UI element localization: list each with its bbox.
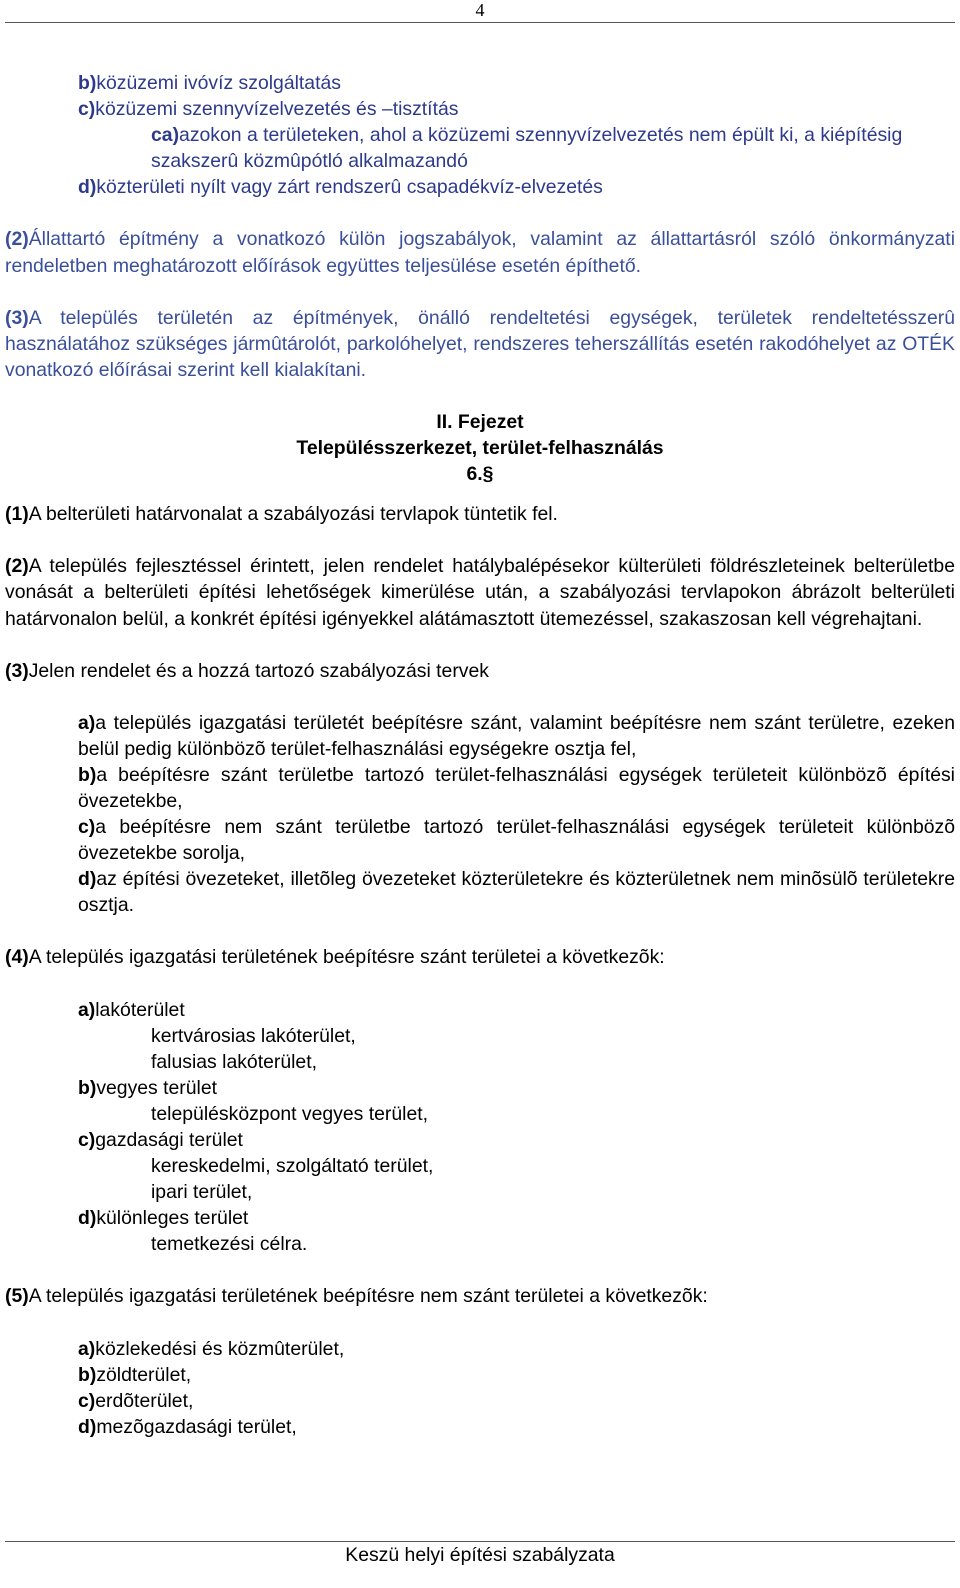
sub-item: kereskedelmi, szolgáltató terület, xyxy=(151,1155,434,1178)
list-item: a)közlekedési és közmûterület, xyxy=(78,1337,345,1360)
page-number: 4 xyxy=(475,0,485,20)
footer-rule xyxy=(5,1541,955,1542)
chapter-number: II. Fejezet xyxy=(436,410,524,433)
sub-item: temetkezési célra. xyxy=(151,1233,308,1256)
section-1: (1)A belterületi határvonalat a szabályozási tervlapok tüntetik fel. xyxy=(5,503,558,526)
list-item: d)mezõgazdasági terület, xyxy=(78,1415,297,1438)
top-list xyxy=(5,70,955,200)
list-item: b)közüzemi ivóvíz szolgáltatás xyxy=(78,72,341,94)
list-item: c)gazdasági terület xyxy=(78,1129,243,1151)
list-item: ca)azokon a területeken, ahol a közüzemi szennyvízelvezetés nem épült ki, a kiépítésig szakszerû közmûpótló alkalmazandó xyxy=(151,124,903,173)
list-item: a)a település igazgatási területét beépítésre szánt, valamint beépítésre nem szánt területre, ezeken belül pedig különbözõ terület-felhasználási egységekre osztja fel, xyxy=(78,711,955,760)
list-item: b)a beépítésre szánt területbe tartozó terület-felhasználási egységek területeit különbözõ építési övezetekbe, xyxy=(78,763,955,812)
section-4: (4)A település igazgatási területének beépítésre szánt területei a következõk: xyxy=(5,946,665,969)
list-item: b)vegyes terület xyxy=(78,1076,218,1099)
sub-item: ipari terület, xyxy=(151,1181,253,1204)
list-item: c)erdõterület, xyxy=(78,1389,194,1412)
list-item: d)különleges terület xyxy=(78,1207,249,1230)
document-body xyxy=(5,70,955,1440)
sub-item: településközpont vegyes terület, xyxy=(151,1102,429,1125)
section-5: (5)A település igazgatási területének beépítésre nem szánt területei a következõk: xyxy=(5,1285,708,1308)
sub-item: kertvárosias lakóterület, xyxy=(151,1024,356,1047)
list-item: d)az építési övezeteket, illetõleg övezeteket közterületekre és közterületnek nem minõsülõ területekre osztja. xyxy=(78,868,955,917)
section-5-list xyxy=(5,1336,955,1440)
list-item: d)közterületi nyílt vagy zárt rendszerû csapadékvíz-elvezetés xyxy=(78,176,603,199)
paragraph-3: (3)A település területén az építmények, önálló rendeltetési egységek, területek rendeltetésszerû használatához szükséges jármûtárolót, parkolóhelyet, rendszeres teherszállítás esetén rakodóhelyet az OTÉK vonatkozó előírásai szerint kell kialakítani. xyxy=(5,306,955,381)
page-footer: Keszü helyi építési szabályzata xyxy=(345,1544,615,1566)
section-3-list xyxy=(5,710,955,919)
section-4-list xyxy=(5,997,955,1258)
header-rule xyxy=(5,22,955,23)
list-item: c)közüzemi szennyvízelvezetés és –tisztítás xyxy=(78,98,459,121)
list-item: b)zöldterület, xyxy=(78,1363,192,1386)
list-item: c)a beépítésre nem szánt területbe tartozó terület-felhasználási egységek területeit különbözõ övezetekbe sorolja, xyxy=(78,816,955,865)
section-2: (2)A település fejlesztéssel érintett, jelen rendelet hatálybalépésekor külterületi földrészleteinek belterületbe vonását a belterületi építési lehetőségek kimerülése után, a szabályozási tervlapokon ábrázolt belterületi határvonalon belül, a konkrét építési igényekkel alátámasztott ütemezéssel, szakaszosan kell végrehajtani. xyxy=(5,555,955,630)
chapter-title: Településszerkezet, terület-felhasználás xyxy=(296,437,664,460)
list-item: a)lakóterület xyxy=(78,998,185,1021)
section-number: 6.§ xyxy=(466,463,494,486)
section-3: (3)Jelen rendelet és a hozzá tartozó szabályozási tervek xyxy=(5,659,489,682)
sub-item: falusias lakóterület, xyxy=(151,1050,317,1073)
paragraph-2: (2)Állattartó építmény a vonatkozó külön jogszabályok, valamint az állattartásról szóló önkormányzati rendeletben meghatározott előírások együttes teljesülése esetén építhető. xyxy=(5,228,955,277)
